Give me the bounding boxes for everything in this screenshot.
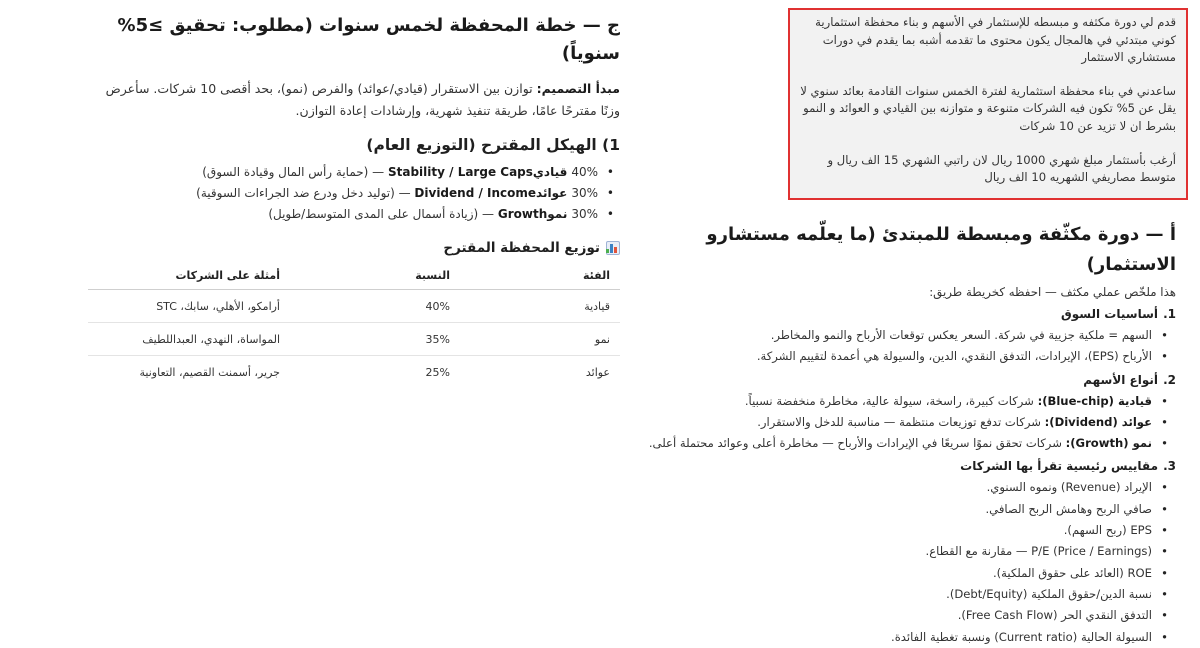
- allocation-heading: [88, 237, 620, 259]
- structure-item-desc: — (توليد دخل ودرع ضد الجراءات السوقية): [196, 186, 415, 200]
- prompt-paragraph: ساعدني في بناء محفظة استثمارية لفترة الخمس سنوات القادمة بعائد سنوي لا يقل عن 5% تكون فيه الشركات متنوعة و متوازنه بين القيادي و العوائد و النمو بشرط ان لا تزيد عن 10 شركات: [800, 83, 1176, 133]
- course-section: [648, 220, 1188, 648]
- plan-principle: [88, 78, 620, 122]
- structure-item-label: قياديStability / Large Caps: [387, 165, 568, 179]
- structure-item-desc: — (حماية رأس المال وقيادة السوق): [202, 165, 388, 179]
- list-item: • صافي الربح وهامش الربح الصافي.: [648, 499, 1152, 520]
- prompt-paragraph: أرغب بأستثمار مبلغ شهري 1000 ريال لان راتبي الشهري 15 الف ريال و متوسط مصاريفي الشهريه 10 الف ريال: [827, 152, 1176, 185]
- course-section-stock-types: [648, 370, 1188, 455]
- table-row: [88, 323, 620, 356]
- table-cell: 35%: [290, 323, 460, 356]
- list-item: • P/E (Price / Earnings) — مقارنة مع القطاع.: [648, 541, 1152, 562]
- table-cell: 25%: [425, 365, 450, 379]
- structure-item: [88, 183, 598, 204]
- structure-item-pct: 30%: [571, 207, 598, 221]
- section-list: [648, 477, 1188, 647]
- table-cell: نمو: [460, 323, 620, 356]
- table-header: أمثلة على الشركات: [88, 265, 290, 290]
- portfolio-plan-section: [88, 12, 620, 389]
- structure-item-desc: — (زيادة أسمال على المدى المتوسط/طويل): [268, 207, 498, 221]
- table-cell: أرامكو، الأهلي، سابك، STC: [88, 290, 290, 323]
- structure-item-pct: 30%: [571, 186, 598, 200]
- plan-title: ج — خطة المحفظة لخمس سنوات (مطلوب: تحقيق ≥5% سنوياً): [117, 15, 620, 64]
- course-title: أ — دورة مكثّفة ومبسطة للمبتدئ (ما يعلّمه مستشارو الاستثمار): [706, 224, 1176, 275]
- list-item: • عوائد (Dividend): شركات تدفع توزيعات منتظمة — مناسبة للدخل والاستقرار.: [648, 412, 1152, 433]
- list-item: • الأرباح (EPS)، الإيرادات، التدفق النقدي، الدين، والسيولة هي أعمدة لتقييم الشركة.: [648, 346, 1152, 367]
- table-header: النسبة: [290, 265, 460, 290]
- list-item: • نمو (Growth): شركات تحقق نموًا سريعًا في الإيرادات والأرباح — مخاطرة أعلى وعوائد محتملة أعلى.: [648, 433, 1152, 454]
- section-title-text: أساسيات السوق: [1061, 307, 1158, 321]
- list-item: • ROE (العائد على حقوق الملكية).: [648, 563, 1152, 584]
- plan-principle-text: توازن بين الاستقرار (قيادي/عوائد) والفرص (نمو)، بحد أقصى 10 شركات. سأعرض وزنًا مقترحًا عامًا، طريقة تنفيذ شهرية، وإرشادات إعادة التوازن.: [105, 81, 620, 118]
- table-header: الفئة: [460, 265, 620, 290]
- table-row: [88, 356, 620, 389]
- section-number: 2.: [1163, 372, 1176, 387]
- user-prompt-message: [788, 8, 1188, 200]
- section-title: [648, 304, 1188, 325]
- section-number: 3.: [1163, 459, 1176, 474]
- section-list: [648, 391, 1188, 455]
- table-cell: المواساة، النهدي، العبداللطيف: [88, 323, 290, 356]
- list-item: • السيولة الحالية (Current ratio) ونسبة تغطية الفائدة.: [648, 627, 1152, 648]
- structure-item: [88, 162, 598, 183]
- table-header-row: [88, 265, 620, 290]
- structure-item: [88, 204, 598, 225]
- section-title-text: أنواع الأسهم: [1083, 372, 1158, 387]
- list-item: • EPS (ربح السهم).: [648, 520, 1152, 541]
- section-list: [648, 325, 1188, 368]
- list-item: • الإيراد (Revenue) ونموه السنوي.: [648, 477, 1152, 498]
- table-cell: قيادية: [460, 290, 620, 323]
- section-title-text: مقاييس رئيسية تقرأ بها الشركات: [960, 459, 1158, 474]
- structure-item-label: عوائدDividend / Income: [414, 186, 568, 200]
- list-item: • قيادية (Blue-chip): شركات كبيرة، راسخة، سيولة عالية، مخاطرة منخفضة نسبياً.: [648, 391, 1152, 412]
- structure-list: [88, 162, 620, 225]
- table-cell: عوائد: [585, 365, 610, 379]
- structure-item-label: نموGrowth: [497, 207, 568, 221]
- table-cell: جرير، أسمنت القصيم، التعاونية: [139, 365, 280, 379]
- structure-title: 1) الهيكل المقترح (التوزيع العام): [366, 136, 620, 154]
- bar-chart-icon: [606, 241, 620, 255]
- structure-item-pct: 40%: [571, 165, 598, 179]
- table-row: [88, 290, 620, 323]
- allocation-title: توزيع المحفظة المقترح: [443, 240, 600, 256]
- table-cell: 40%: [290, 290, 460, 323]
- list-item: • السهم = ملكية جزيية في شركة. السعر يعكس توقعات الأرباح والنمو والمخاطر.: [648, 325, 1152, 346]
- course-section-metrics: [648, 456, 1188, 647]
- section-number: 1.: [1163, 307, 1176, 321]
- section-title: [648, 370, 1188, 391]
- plan-principle-label: مبدأ التصميم:: [536, 81, 620, 96]
- course-section-basics: [648, 304, 1188, 368]
- list-item: • التدفق النقدي الحر (Free Cash Flow).: [648, 605, 1152, 626]
- allocation-table: [88, 265, 620, 389]
- list-item: • نسبة الدين/حقوق الملكية (Debt/Equity).: [648, 584, 1152, 605]
- course-intro: هذا ملخّص عملي مكثف — احفظه كخريطة طريق:: [929, 285, 1176, 299]
- section-title: [648, 456, 1188, 477]
- prompt-paragraph: قدم لي دورة مكثفه و مبسطه للإستثمار في الأسهم و بناء محفظة استثمارية كوني مبتدئي في هالمجال يكون محتوى ما تقدمه أشبه بما يقدم في دورات مستشاري الاستثمار: [815, 15, 1176, 65]
